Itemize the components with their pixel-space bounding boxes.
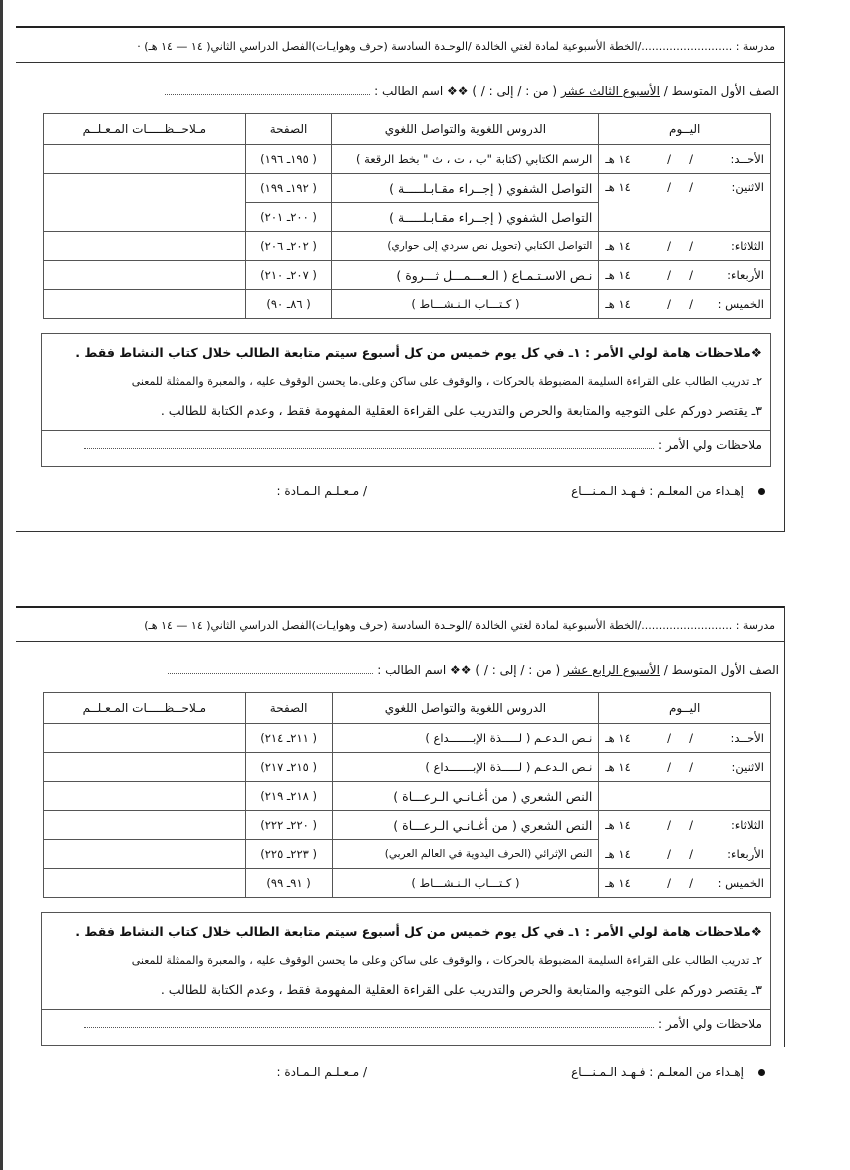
lesson-cell: ( كـتـــاب الـنـشـــاط ) bbox=[332, 290, 599, 319]
day-cell: الثلاثاء:// ١٤ هـ bbox=[599, 232, 771, 261]
table-header-row bbox=[44, 693, 771, 724]
teacher-notes-cell[interactable] bbox=[44, 174, 246, 232]
teacher-notes-cell[interactable] bbox=[44, 724, 246, 753]
table-row bbox=[44, 724, 771, 753]
day-name: الاثنين: bbox=[731, 180, 764, 194]
day-cell: الأربعاء:// ١٤ هـ bbox=[599, 840, 771, 869]
scan-edge bbox=[0, 0, 3, 1170]
week-line bbox=[16, 663, 779, 677]
day-name: الثلاثاء: bbox=[730, 239, 764, 253]
date-year: ١٤ هـ bbox=[605, 846, 631, 861]
form-header: مدرسة : ........................../الخطة الأسبوعية لمادة لغتي الخالدة /الوحـدة السادسة (حرف وهوايـات)الفصل الدراسي الثاني( ١٤ — ١٤ هـ) · bbox=[137, 40, 775, 53]
parent-notes-box bbox=[41, 912, 771, 1046]
subject-teacher: / مـعـلـم الـمـادة : bbox=[276, 1065, 367, 1079]
parent-note-1: ❖ملاحظات هامة لولي الأمر : ١ـ في كل يوم خميس من كل أسبوع سيتم متابعة الطالب خلال كتاب النشاط فقط . bbox=[75, 924, 762, 939]
col-header-page: الصفحة bbox=[245, 114, 332, 145]
col-header-day: اليــوم bbox=[599, 114, 771, 145]
date-year: ١٤ هـ bbox=[605, 760, 631, 774]
parent-note-1: ❖ملاحظات هامة لولي الأمر : ١ـ في كل يوم خميس من كل أسبوع سيتم متابعة الطالب خلال كتاب النشاط فقط . bbox=[75, 345, 762, 360]
lesson-cell: التواصل الكتابي (تحويل نص سردي إلى حواري) bbox=[332, 232, 599, 261]
day-name: الخميس : bbox=[717, 297, 764, 311]
lesson-cell: نـص الـدعـم ( لـــــذة الإبـــــــداع ) bbox=[332, 753, 599, 782]
day-name: الأحــد: bbox=[730, 152, 764, 166]
col-header-teacher-notes: مـلاحــظـــــات المـعـلــم bbox=[44, 693, 246, 724]
lesson-cell: نـص الاسـتـمـاع ( الـعـــمـــل ثـــروة ) bbox=[332, 261, 599, 290]
notes-divider bbox=[42, 1009, 770, 1010]
teacher-notes-cell[interactable] bbox=[44, 811, 246, 840]
frame-right-border bbox=[784, 26, 785, 532]
parent-note-2: ٢ـ تدريب الطالب على القراءة السليمة المضبوطة بالحركات ، والوقوف على ساكن وعلى ما يحسن الوقوف عليه ، والمعبرة والممثلة للمعنى bbox=[131, 954, 762, 967]
teacher-notes-cell[interactable] bbox=[44, 840, 246, 869]
guardian-notes-label: ملاحظات ولي الأمر : bbox=[654, 438, 762, 452]
day-name: الأحــد: bbox=[730, 731, 764, 745]
col-header-page: الصفحة bbox=[245, 693, 332, 724]
guardian-notes-line bbox=[84, 438, 762, 452]
date-year: ١٤ هـ bbox=[605, 268, 631, 282]
date-range: ( من : / إلى : / ) bbox=[472, 84, 558, 98]
pages-cell: ( ٢١٨ـ ٢١٩) bbox=[245, 782, 332, 811]
grade-label: الصف الأول المتوسط / bbox=[659, 84, 779, 98]
pages-cell: ( ٢١٥ـ ٢١٧) bbox=[245, 753, 332, 782]
day-cell: الأحــد:// ١٤ هـ bbox=[599, 145, 771, 174]
date-year: ١٤ هـ bbox=[605, 876, 631, 890]
day-cell bbox=[599, 782, 771, 811]
weekly-plan-form-2 bbox=[16, 606, 785, 1126]
lesson-cell: ( كـتـــاب الـنـشـــاط ) bbox=[332, 869, 599, 898]
pages-cell: ( ٢٢٣ـ ٢٢٥) bbox=[245, 840, 332, 869]
pages-cell: ( ٢٠٠ـ ٢٠١) bbox=[245, 203, 332, 232]
table-row bbox=[44, 840, 771, 869]
pages-cell: ( ٢٠٧ـ ٢١٠) bbox=[245, 261, 332, 290]
frame-right-border bbox=[784, 606, 785, 1047]
day-name: الثلاثاء: bbox=[730, 818, 764, 833]
table-row bbox=[44, 290, 771, 319]
col-header-lessons: الدروس اللغوية والتواصل اللغوي bbox=[332, 693, 599, 724]
date-range: ( من : / إلى : / ) bbox=[475, 663, 561, 677]
table-row bbox=[44, 753, 771, 782]
teacher-notes-cell[interactable] bbox=[44, 753, 246, 782]
notes-divider bbox=[42, 430, 770, 431]
day-name: الخميس : bbox=[717, 876, 764, 890]
pages-cell: ( ٢١١ـ ٢١٤) bbox=[245, 724, 332, 753]
parent-note-2: ٢ـ تدريب الطالب على القراءة السليمة المضبوطة بالحركات ، والوقوف على ساكن وعلى.ما يحسن الوقوف عليه ، والمعبرة والممثلة للمعنى bbox=[131, 375, 762, 388]
table-row bbox=[44, 261, 771, 290]
subject-teacher: / مـعـلـم الـمـادة : bbox=[276, 484, 367, 498]
pages-cell: ( ٩١ـ ٩٩) bbox=[245, 869, 332, 898]
parent-note-3: ٣ـ يقتصر دوركم على التوجيه والمتابعة والحرص والتدريب على القراءة العقلية المفهومة فقط ، وعدم الكتابة للطالب . bbox=[160, 403, 762, 418]
pages-cell: ( ١٩٥ـ ١٩٦) bbox=[245, 145, 332, 174]
grade-label: الصف الأول المتوسط / bbox=[659, 663, 779, 677]
pages-cell: ( ٢٢٠ـ ٢٢٢) bbox=[245, 811, 332, 840]
guardian-notes-line bbox=[84, 1017, 762, 1031]
col-header-lessons: الدروس اللغوية والتواصل اللغوي bbox=[332, 114, 599, 145]
week-line bbox=[16, 84, 779, 98]
day-cell: الأربعاء:// ١٤ هـ bbox=[599, 261, 771, 290]
parent-notes-box bbox=[41, 333, 771, 467]
col-header-day: اليــوم bbox=[599, 693, 771, 724]
guardian-notes-field[interactable] bbox=[84, 438, 654, 449]
teacher-notes-cell[interactable] bbox=[44, 290, 246, 319]
day-name: الاثنين: bbox=[731, 760, 764, 774]
pages-cell: ( ١٩٢ـ ١٩٩) bbox=[245, 174, 332, 203]
week-label: الأسبوع الرابع عشر bbox=[563, 663, 660, 677]
teacher-notes-cell[interactable] bbox=[44, 145, 246, 174]
dedication bbox=[571, 484, 765, 498]
header-divider bbox=[16, 62, 785, 63]
lesson-cell: التواصل الشفوي ( إجــراء مقـابـلـــــة ) bbox=[332, 203, 599, 232]
guardian-notes-field[interactable] bbox=[84, 1017, 654, 1028]
week-label: الأسبوع الثالث عشر bbox=[560, 84, 660, 98]
table-row bbox=[44, 145, 771, 174]
day-name: الأربعاء: bbox=[727, 846, 764, 861]
day-cell: الخميس :// ١٤ هـ bbox=[599, 869, 771, 898]
day-name: الأربعاء: bbox=[727, 268, 764, 282]
plan-table bbox=[43, 692, 771, 898]
lesson-cell: الرسم الكتابي (كتابة "ب ، ت ، ث " بخط الرقعة ) bbox=[332, 145, 599, 174]
date-year: ١٤ هـ bbox=[605, 180, 631, 194]
date-year: ١٤ هـ bbox=[605, 297, 631, 311]
lesson-cell: النص الشعري ( من أغـانـي الـرعـــاة ) bbox=[332, 782, 599, 811]
date-year: ١٤ هـ bbox=[605, 239, 631, 253]
table-row bbox=[44, 232, 771, 261]
lesson-cell: نـص الـدعـم ( لـــــذة الإبـــــــداع ) bbox=[332, 724, 599, 753]
student-name-field[interactable] bbox=[168, 663, 373, 674]
bullet-icon bbox=[758, 488, 765, 495]
frame-top-border bbox=[16, 606, 785, 608]
table-row bbox=[44, 782, 771, 811]
lesson-cell: التواصل الشفوي ( إجــراء مقـابـلـــــة ) bbox=[332, 174, 599, 203]
frame-top-border bbox=[16, 26, 785, 28]
table-header-row bbox=[44, 114, 771, 145]
parent-note-3: ٣ـ يقتصر دوركم على التوجيه والمتابعة والحرص والتدريب على القراءة العقلية المفهومة فقط ، وعدم الكتابة للطالب . bbox=[160, 982, 762, 997]
teacher-notes-cell[interactable] bbox=[44, 869, 246, 898]
form-header: مدرسة : ........................../الخطة الأسبوعية لمادة لغتي الخالدة /الوحـدة السادسة (حرف وهوايـات)الفصل الدراسي الثاني( ١٤ — ١٤ هـ) bbox=[144, 619, 775, 632]
lesson-cell: النص الإثرائي (الحرف اليدوية في العالم العربي) bbox=[332, 840, 599, 869]
table-row bbox=[44, 174, 771, 203]
col-header-teacher-notes: مـلاحــظـــــات المـعـلــم bbox=[44, 114, 246, 145]
student-name-label: ❖❖ اسم الطالب : bbox=[373, 663, 472, 677]
teacher-notes-cell[interactable] bbox=[44, 261, 246, 290]
date-year: ١٤ هـ bbox=[605, 818, 631, 833]
weekly-plan-form-1 bbox=[16, 26, 785, 536]
student-name-label: ❖❖ اسم الطالب : bbox=[370, 84, 469, 98]
day-cell: الاثنين:// ١٤ هـ bbox=[599, 174, 771, 232]
day-cell: الأحــد:// ١٤ هـ bbox=[599, 724, 771, 753]
day-cell: الثلاثاء:// ١٤ هـ bbox=[599, 811, 771, 840]
guardian-notes-label: ملاحظات ولي الأمر : bbox=[654, 1017, 762, 1031]
pages-cell: ( ٨٦ـ ٩٠) bbox=[245, 290, 332, 319]
bullet-icon bbox=[758, 1069, 765, 1076]
dedication-text: إهـداء من المعلـم : فـهـد الـمـنـــاع bbox=[571, 484, 744, 498]
date-year: ١٤ هـ bbox=[605, 731, 631, 745]
plan-table bbox=[43, 113, 771, 319]
student-name-field[interactable] bbox=[165, 84, 370, 95]
table-row bbox=[44, 811, 771, 840]
date-year: ١٤ هـ bbox=[605, 152, 631, 166]
teacher-notes-cell[interactable] bbox=[44, 782, 246, 811]
table-row bbox=[44, 869, 771, 898]
frame-bottom-border bbox=[16, 531, 785, 532]
dedication-text: إهـداء من المعلـم : فـهـد الـمـنـــاع bbox=[571, 1065, 744, 1079]
lesson-cell: النص الشعري ( من أغـانـي الـرعـــاة ) bbox=[332, 811, 599, 840]
header-divider bbox=[16, 641, 785, 642]
teacher-notes-cell[interactable] bbox=[44, 232, 246, 261]
day-cell: الخميس :// ١٤ هـ bbox=[599, 290, 771, 319]
pages-cell: ( ٢٠٢ـ ٢٠٦) bbox=[245, 232, 332, 261]
day-cell: الاثنين:// ١٤ هـ bbox=[599, 753, 771, 782]
dedication bbox=[571, 1065, 765, 1079]
